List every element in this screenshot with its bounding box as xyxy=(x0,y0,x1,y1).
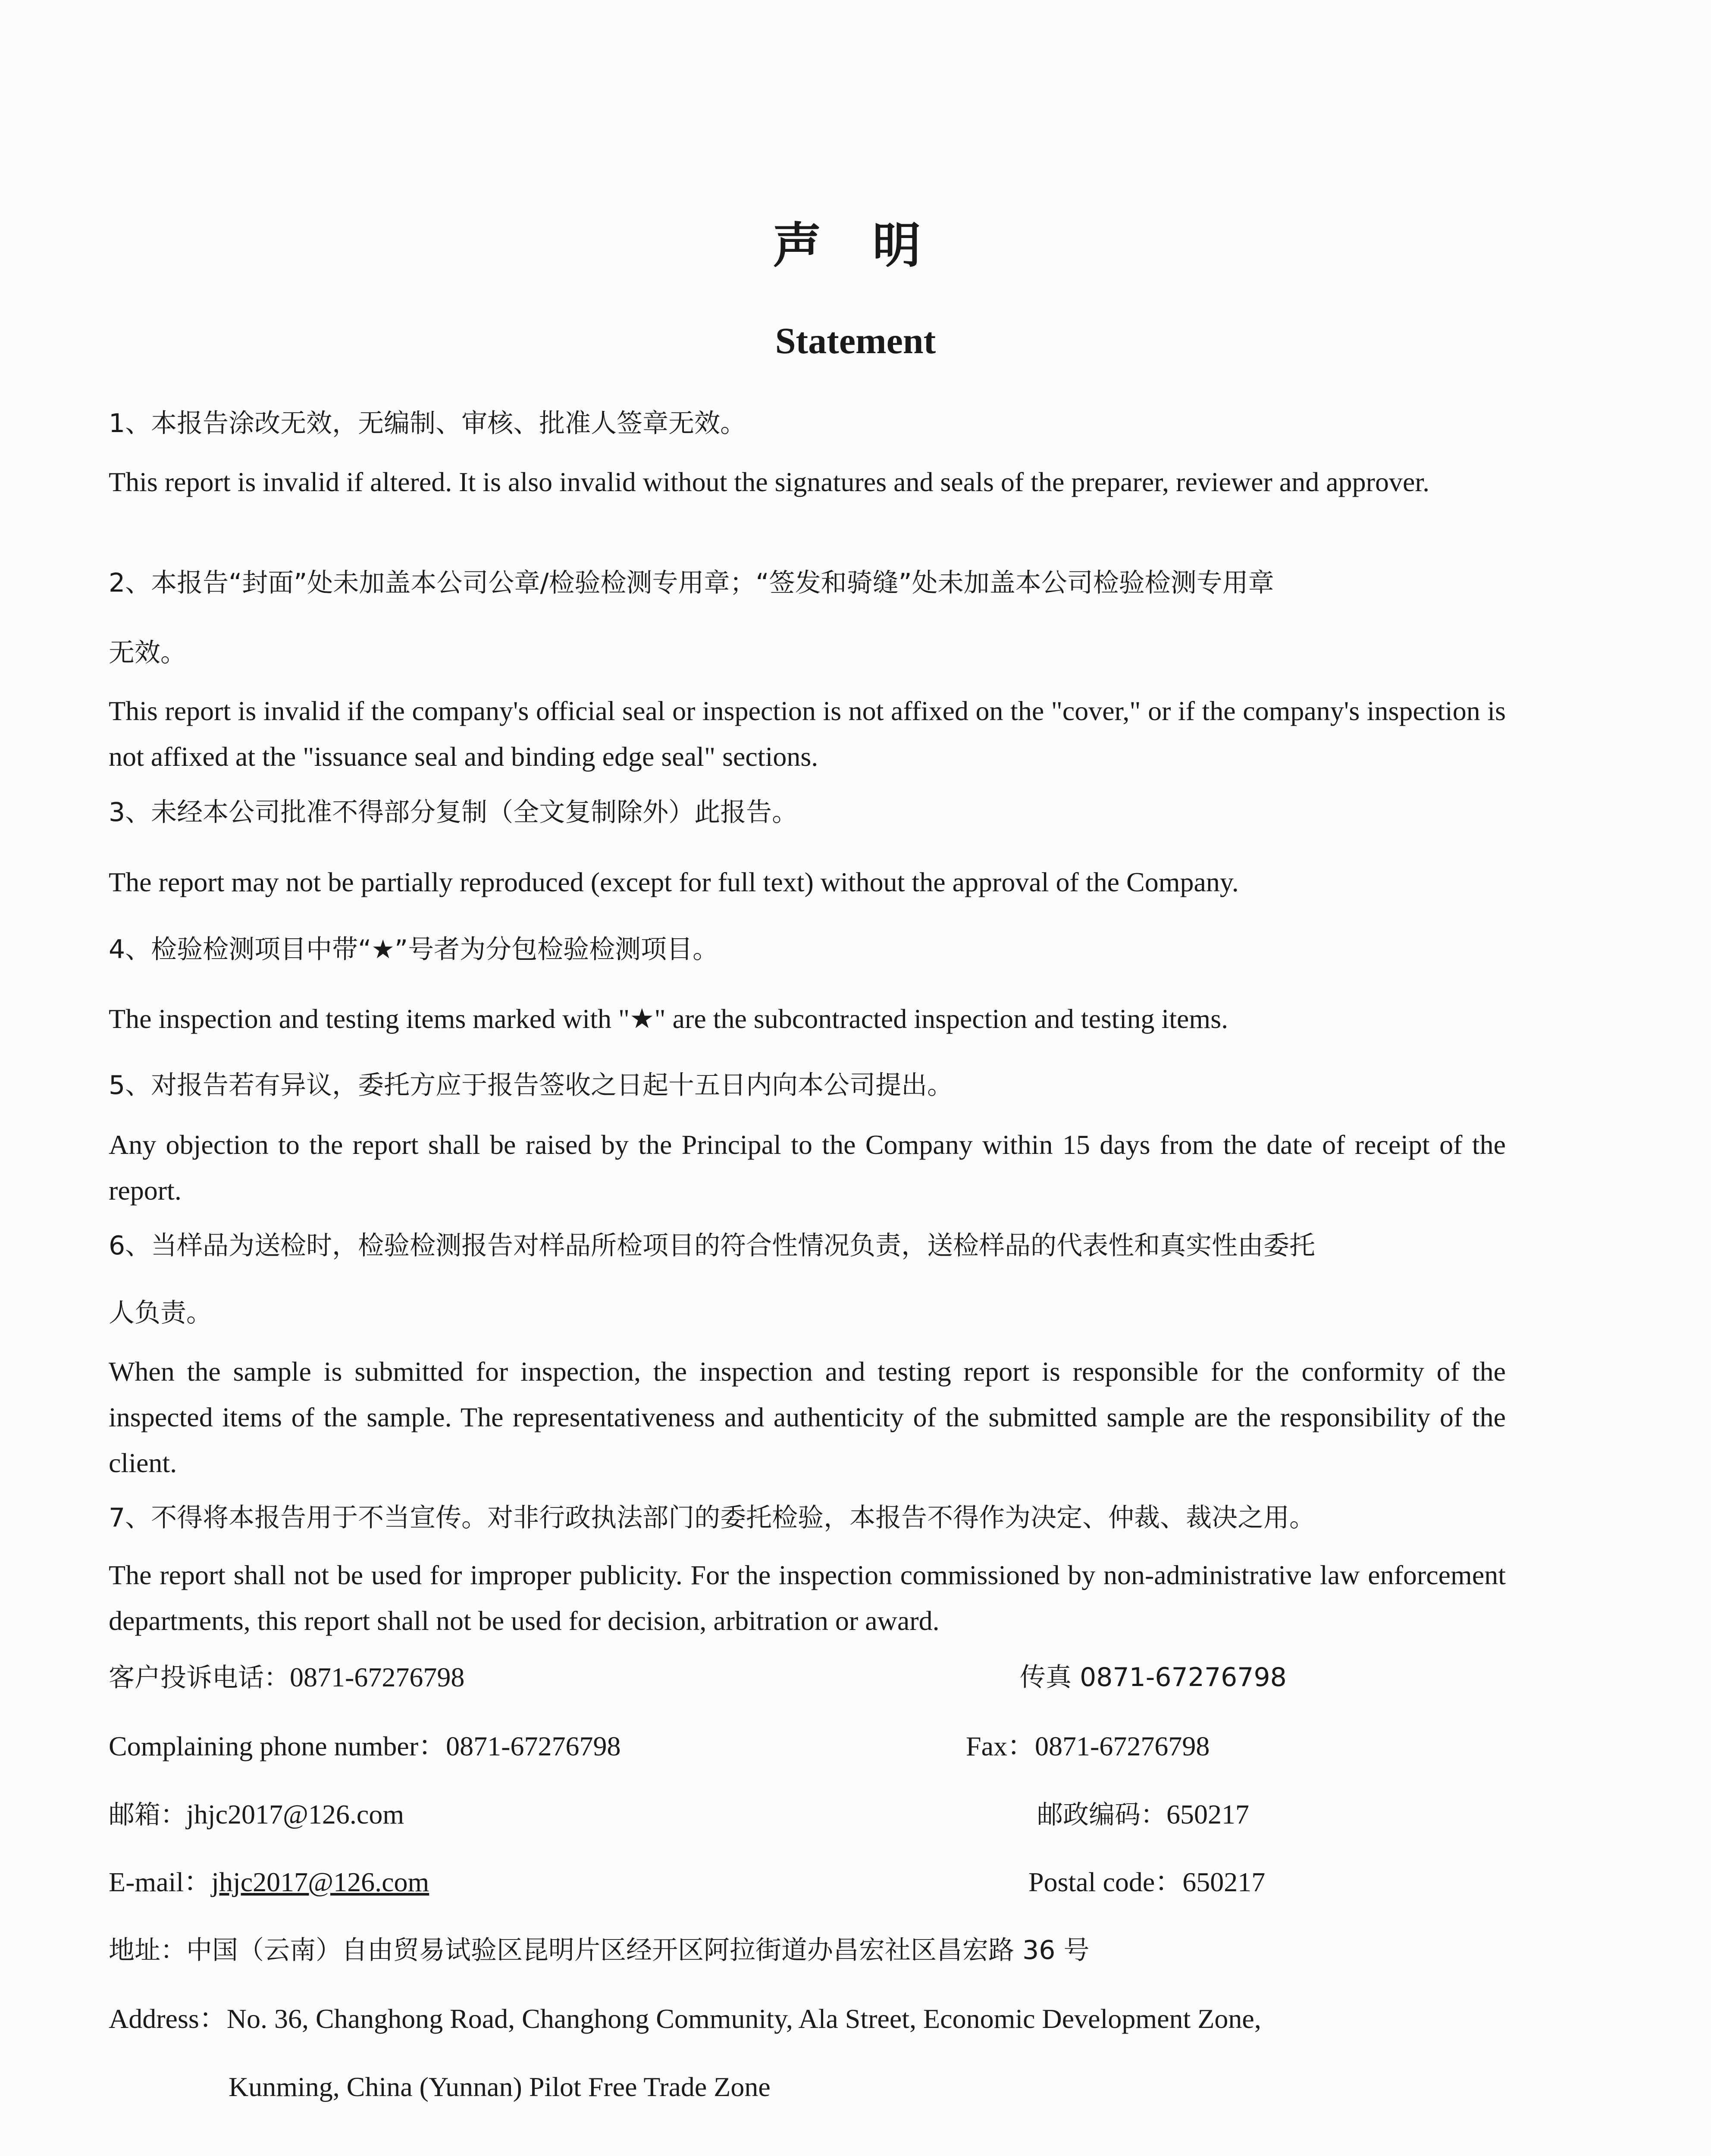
item-2-cn-line2: 无效。 xyxy=(109,638,186,668)
address-en-line1: No. 36, Changhong Road, Changhong Community, Ala Street, Economic Development Zone, xyxy=(226,2003,1261,2034)
email-cn xyxy=(109,1793,404,1836)
postal-code-cn-value: 650217 xyxy=(1166,1799,1249,1830)
item-1-cn: 1、本报告涂改无效，无编制、审核、批准人签章无效。 xyxy=(109,408,746,439)
complaint-phone-en-value: 0871-67276798 xyxy=(446,1731,621,1761)
fax-en-value: 0871-67276798 xyxy=(1035,1731,1210,1761)
item-5-cn: 5、对报告若有异议，委托方应于报告签收之日起十五日内向本公司提出。 xyxy=(109,1070,953,1100)
postal-code-en xyxy=(1028,1861,1265,1904)
fax-en-label: Fax： xyxy=(966,1731,1035,1761)
address-en xyxy=(109,1997,1261,2040)
address-cn: 地址：中国（云南）自由贸易试验区昆明片区经开区阿拉街道办昌宏社区昌宏路 36 号 xyxy=(109,1935,1090,1965)
complaint-phone-en xyxy=(109,1725,620,1768)
complaint-phone-en-label: Complaining phone number： xyxy=(109,1731,446,1761)
address-en-line2: Kunming, China (Yunnan) Pilot Free Trade Zone xyxy=(229,2071,771,2102)
item-4-cn: 4、检验检测项目中带“★”号者为分包检验检测项目。 xyxy=(109,934,719,965)
complaint-phone-cn-label: 客户投诉电话： xyxy=(109,1663,290,1693)
item-6-cn-line1: 6、当样品为送检时，检验检测报告对样品所检项目的符合性情况负责，送检样品的代表性和真实性由委托 xyxy=(109,1231,1316,1261)
item-1-en: This report is invalid if altered. It is also invalid without the signatures and seals of the preparer, reviewer and approver. xyxy=(109,467,1430,497)
item-3-cn: 3、未经本公司批准不得部分复制（全文复制除外）此报告。 xyxy=(109,797,798,827)
postal-code-cn-label: 邮政编码： xyxy=(1037,1800,1166,1830)
fax-en xyxy=(966,1725,1210,1768)
postal-code-en-label: Postal code： xyxy=(1028,1867,1183,1897)
item-2-en: This report is invalid if the company's official seal or inspection is not affixed on the "cover," or if the company's inspection is not affixed at the "issuance seal and binding edge seal" sections. xyxy=(109,696,1506,772)
address-en-label: Address： xyxy=(109,2003,227,2034)
email-cn-value: jhjc2017@126.com xyxy=(186,1799,404,1830)
item-6-cn-line2: 人负责。 xyxy=(109,1298,212,1328)
email-en xyxy=(109,1861,429,1904)
item-7-cn: 7、不得将本报告用于不当宣传。对非行政执法部门的委托检验，本报告不得作为决定、仲裁、裁决之用。 xyxy=(109,1503,1316,1533)
item-6-en: When the sample is submitted for inspection, the inspection and testing report is responsible for the conformity of the inspected items of the sample. The representativeness and authenticity of the submitted sample are the responsibility of the client. xyxy=(109,1356,1506,1478)
postal-code-cn xyxy=(1037,1793,1249,1836)
item-4-en: The inspection and testing items marked with "★" are the subcontracted inspection and testing items. xyxy=(109,1003,1228,1034)
page-title-cn: 声 明 xyxy=(773,218,938,274)
email-en-label: E-mail： xyxy=(109,1867,212,1897)
email-cn-label: 邮箱： xyxy=(109,1800,186,1830)
email-en-link[interactable]: jhjc2017@126.com xyxy=(211,1867,429,1897)
item-7-en: The report shall not be used for improper publicity. For the inspection commissioned by non-administrative law enforcement departments, this report shall not be used for decision, arbitration or award. xyxy=(109,1560,1506,1636)
postal-code-en-value: 650217 xyxy=(1182,1867,1266,1897)
complaint-phone-cn xyxy=(109,1656,464,1699)
page-title-en: Statement xyxy=(775,320,936,361)
item-5-en: Any objection to the report shall be raised by the Principal to the Company within 15 days from the date of receipt of the report. xyxy=(109,1129,1506,1206)
fax-cn: 传真 0871-67276798 xyxy=(1020,1662,1287,1692)
complaint-phone-cn-value: 0871-67276798 xyxy=(290,1662,465,1692)
item-3-en: The report may not be partially reproduced (except for full text) without the approval of the Company. xyxy=(109,867,1239,897)
item-2-cn-line1: 2、本报告“封面”处未加盖本公司公章/检验检测专用章；“签发和骑缝”处未加盖本公司检验检测专用章 xyxy=(109,568,1274,598)
